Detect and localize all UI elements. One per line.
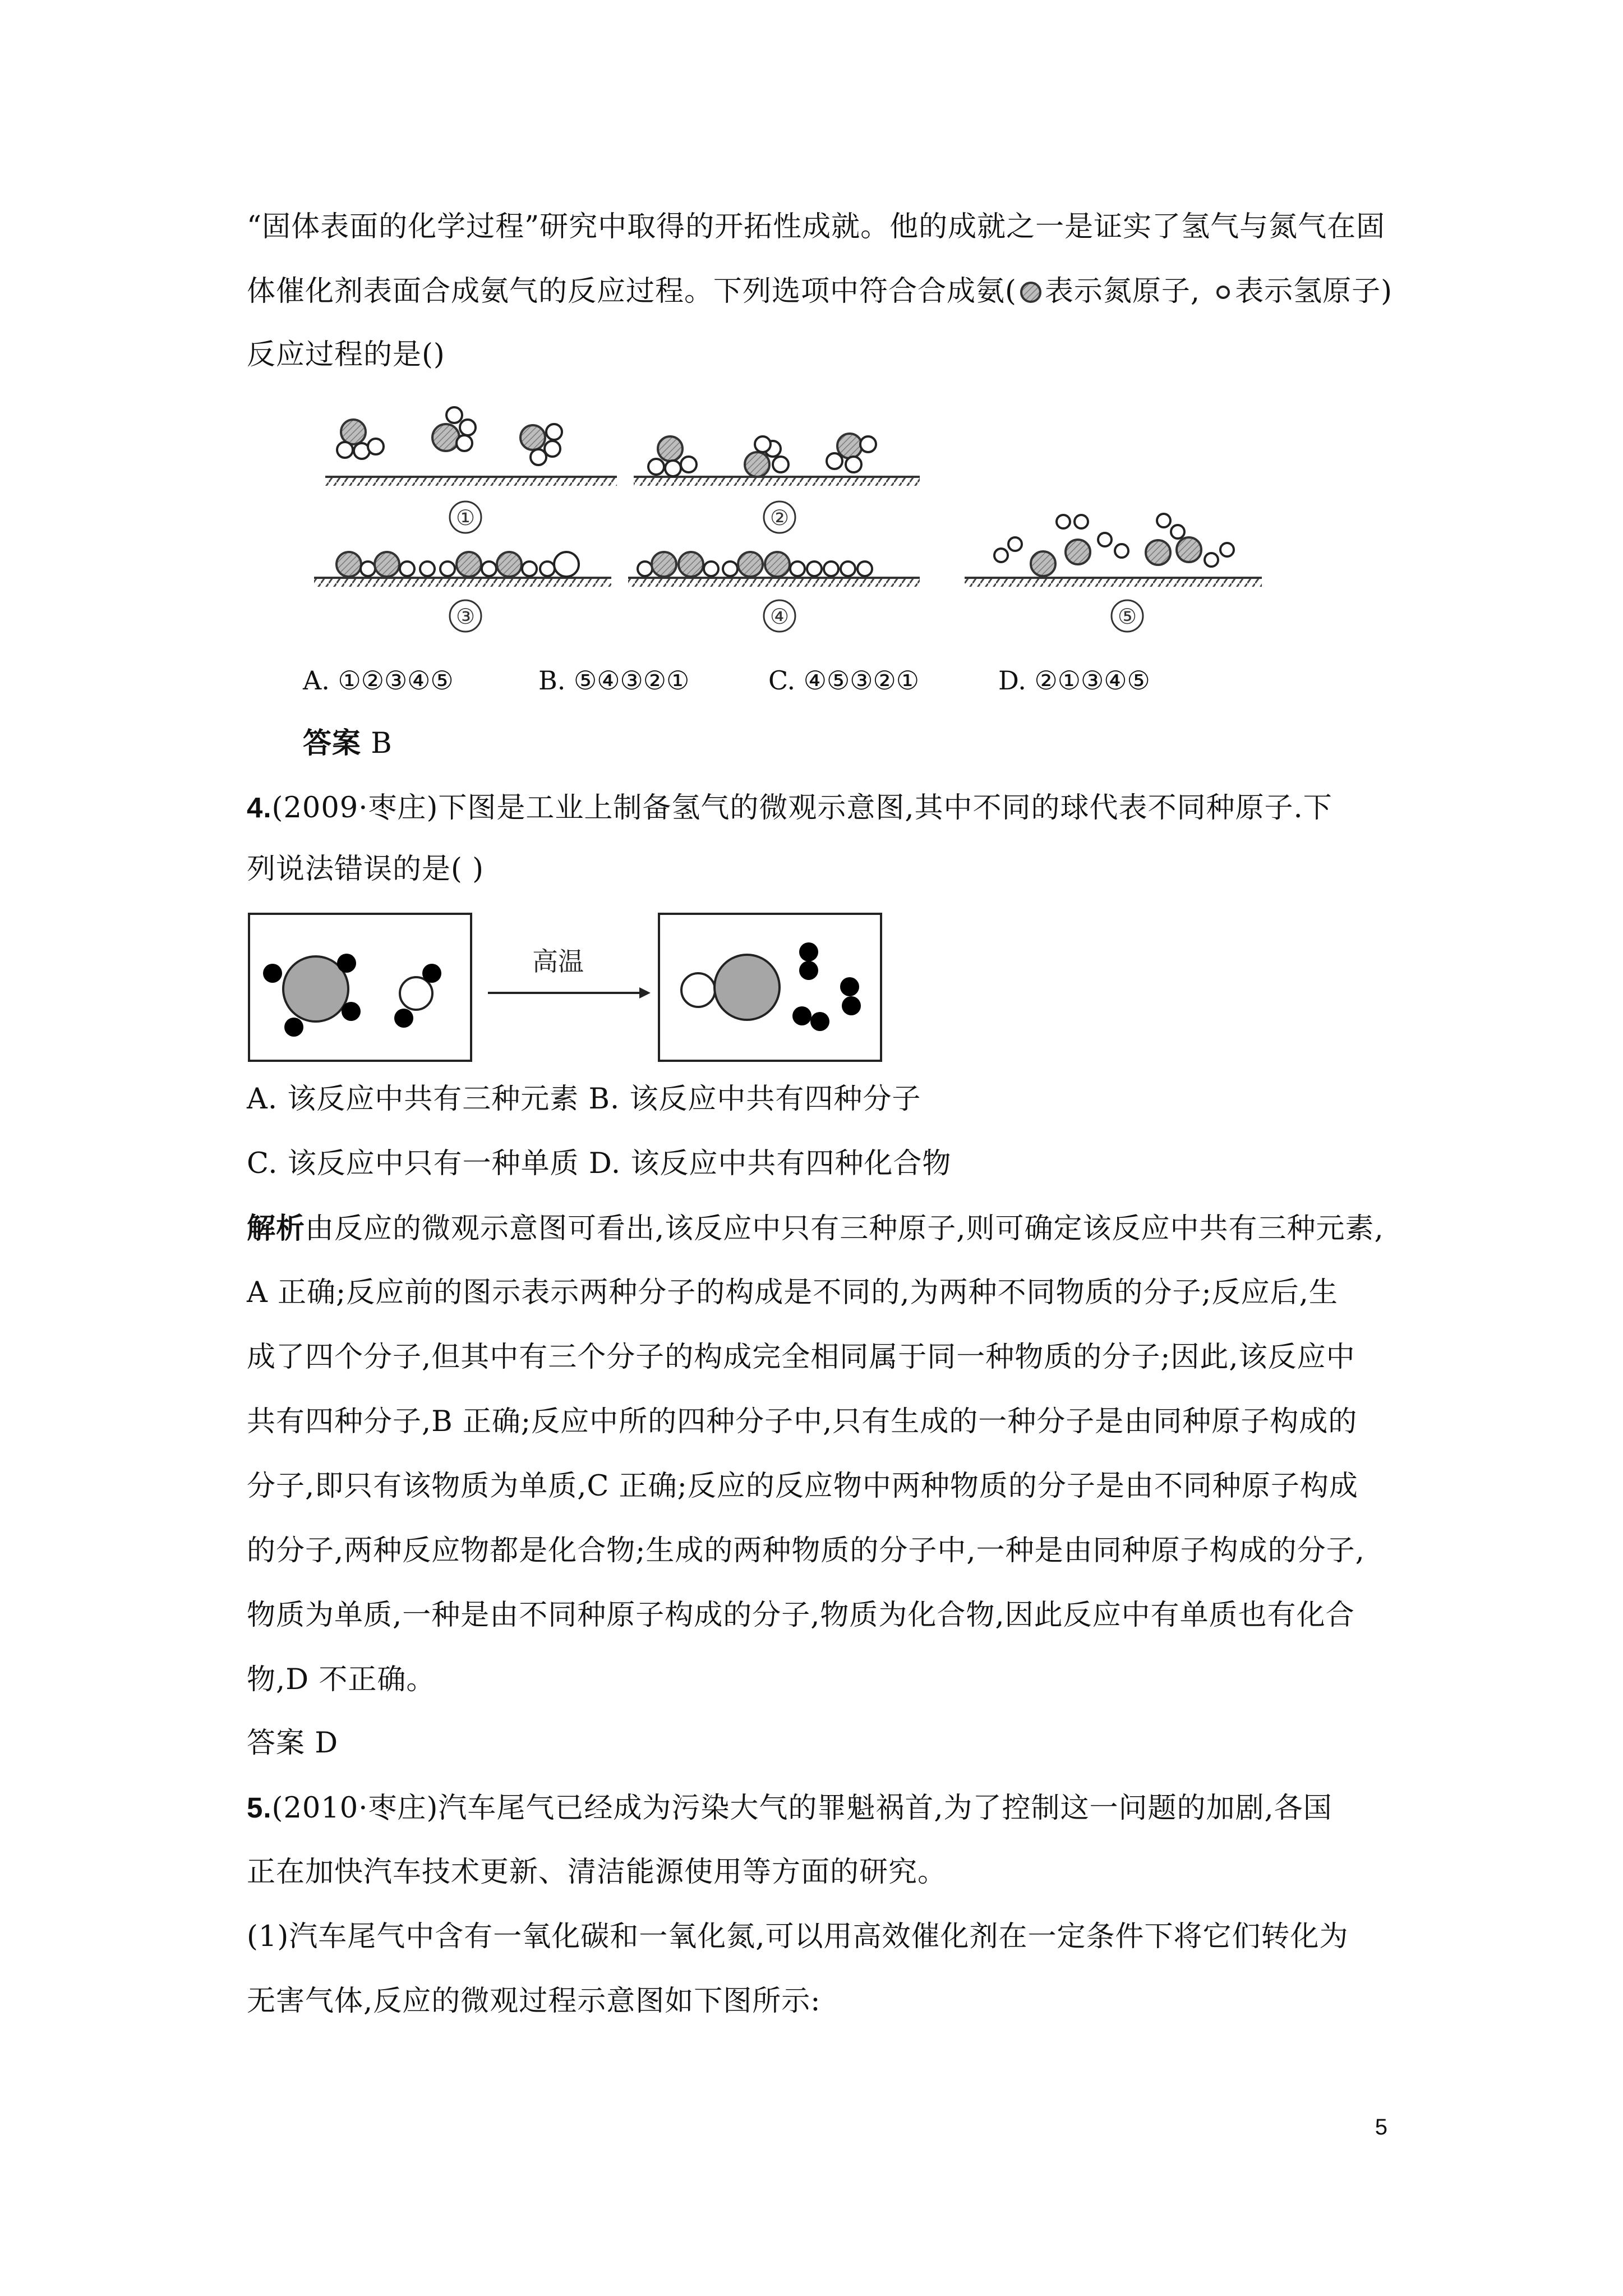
figure-panel-3 (314, 552, 611, 632)
figure-label-5: ⑤ (1117, 604, 1137, 629)
q4-analysis-line-2: A 正确;反应前的图示表示两种分子的构成是不同的,为两种不同物质的分子;反应后,生 (247, 1276, 1338, 1309)
figure-label-2: ② (769, 505, 790, 530)
q3-line-2-text: 体催化剂表面合成氨气的反应过程。下列选项中符合合成氨( (247, 275, 1017, 308)
q5-line-1-text: (2010·枣庄)汽车尾气已经成为污染大气的罪魁祸首,为了控制这一问题的加剧,各国 (271, 1792, 1332, 1825)
legend-nitrogen-label: 表示氮原子, (1044, 275, 1201, 308)
figure-panel-2 (634, 434, 920, 533)
figure-label-1: ① (455, 505, 476, 530)
figure-panel-4 (628, 552, 920, 632)
q4-line-2: 列说法错误的是( ) (247, 853, 485, 886)
q3-option-d: D. ②①③④⑤ (998, 665, 1150, 696)
q4-number: 4. (247, 792, 272, 823)
q4-analysis-label: 解析 (247, 1212, 306, 1245)
q4-line-1-text: (2009·枣庄)下图是工业上制备氢气的微观示意图,其中不同的球代表不同种原子.下 (271, 792, 1332, 825)
legend-hydrogen-label: 表示氢原子) (1235, 275, 1393, 308)
nitrogen-atom-icon (1019, 280, 1043, 304)
ammonia-synthesis-figure (297, 393, 1267, 628)
arrow-label: 高温 (532, 946, 584, 977)
q4-options-ab: A. 该反应中共有三种元素 B. 该反应中共有四种分子 (247, 1083, 921, 1116)
q4-analysis-line-4: 共有四种分子,B 正确;反应中所的四种分子中,只有生成的一种分子是由同种原子构成的 (247, 1405, 1358, 1438)
q4-analysis-line-8: 物,D 不正确。 (247, 1663, 436, 1696)
hydrogen-atom-icon (1214, 283, 1233, 302)
q4-options-cd: C. 该反应中只有一种单质 D. 该反应中共有四种化合物 (247, 1147, 952, 1180)
q3-answer-label: 答案 (303, 726, 362, 760)
q4-analysis-line-3: 成了四个分子,但其中有三个分子的构成完全相同属于同一种物质的分子;因此,该反应中 (247, 1341, 1355, 1374)
q5-number: 5. (247, 1792, 272, 1824)
q3-option-b: B. ⑤④③②① (538, 665, 690, 696)
q5-line-4: 无害气体,反应的微观过程示意图如下图所示: (247, 1985, 821, 2018)
figure-panel-5 (965, 514, 1262, 632)
q3-line-1: “固体表面的化学过程”研究中取得的开拓性成就。他的成就之一是证实了氢气与氮气在固 (247, 210, 1386, 243)
figure-label-4: ④ (769, 604, 790, 629)
q4-line-1 (247, 791, 1332, 825)
figure-label-3: ③ (455, 604, 476, 629)
q3-line-3: 反应过程的是() (247, 338, 445, 371)
q5-line-2: 正在加快汽车技术更新、清洁能源使用等方面的研究。 (247, 1856, 947, 1889)
page-number: 5 (1375, 2115, 1387, 2139)
q3-option-c: C. ④⑤③②① (768, 665, 919, 696)
q4-analysis-text: 由反应的微观示意图可看出,该反应中只有三种原子,则可确定该反应中共有三种元素, (305, 1212, 1384, 1245)
q5-line-3: (1)汽车尾气中含有一氧化碳和一氧化氮,可以用高效催化剂在一定条件下将它们转化为 (247, 1920, 1349, 1953)
q4-analysis-line-7: 物质为单质,一种是由不同种原子构成的分子,物质为化合物,因此反应中有单质也有化合 (247, 1599, 1355, 1632)
q3-option-a: A. ①②③④⑤ (303, 665, 454, 696)
q4-analysis-line-6: 的分子,两种反应物都是化合物;生成的两种物质的分子中,一种是由同种原子构成的分子, (247, 1534, 1365, 1567)
q3-answer (303, 726, 393, 761)
q4-analysis-line-5: 分子,即只有该物质为单质,C 正确;反应的反应物中两种物质的分子是由不同种原子构成 (247, 1470, 1358, 1503)
q4-answer: 答案 D (247, 1727, 339, 1760)
q3-answer-value: B (371, 727, 393, 760)
figure-panel-1 (325, 407, 617, 533)
q5-line-1 (247, 1791, 1332, 1825)
q4-analysis-line-1 (247, 1212, 1384, 1246)
q3-line-2 (247, 275, 1393, 309)
hydrogen-production-diagram (247, 912, 897, 1069)
